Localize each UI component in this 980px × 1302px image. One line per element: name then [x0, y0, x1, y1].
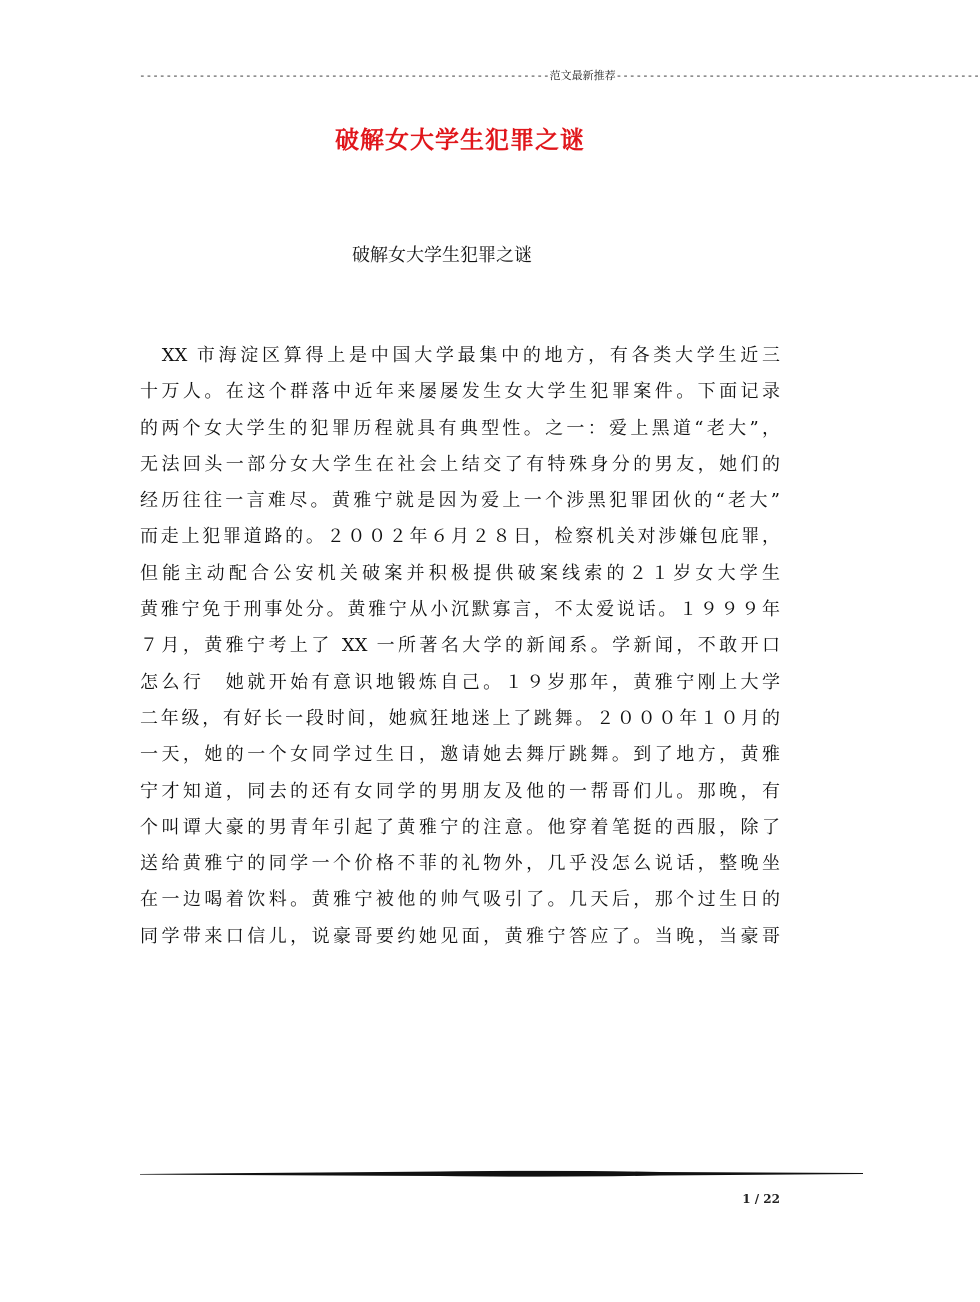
body-line: ７月，黄雅宁考上了 XX 一所著名大学的新闻系。学新闻，不敢开口 — [140, 635, 780, 657]
body-line: XX 市海淀区算得上是中国大学最集中的地方，有各类大学生近三 — [140, 345, 780, 366]
body-paragraph — [140, 338, 780, 955]
body-line: 但能主动配合公安机关破案并积极提供破案线索的２１岁女大学生 — [140, 562, 780, 584]
body-line: 黄雅宁免于刑事处分。黄雅宁从小沉默寡言，不太爱说话。１９９９年 — [140, 599, 780, 621]
body-line: 而走上犯罪道路的。２００２年６月２８日，检察机关对涉嫌包庇罪， — [140, 526, 780, 548]
document-subtitle: 破解女大学生犯罪之谜 — [352, 245, 532, 266]
footer-divider — [140, 1167, 863, 1179]
header-banner: --------------------------------------------------------------范文最新推荐------------------------------------------------------- — [139, 69, 980, 82]
body-line: 送给黄雅宁的同学一个价格不菲的礼物外，几乎没怎么说话，整晚坐 — [140, 853, 780, 875]
body-line: 同学带来口信儿，说豪哥要约她见面，黄雅宁答应了。当晚，当豪哥 — [140, 925, 780, 947]
body-line: 怎么行 她就开始有意识地锻炼自己。１９岁那年，黄雅宁刚上大学 — [140, 671, 780, 693]
body-line: 宁才知道，同去的还有女同学的男朋友及他的一帮哥们儿。那晚，有 — [140, 780, 780, 802]
body-line: 二年级，有好长一段时间，她疯狂地迷上了跳舞。２０００年１０月的 — [140, 707, 780, 729]
body-line: 个叫谭大豪的男青年引起了黄雅宁的注意。他穿着笔挺的西服，除了 — [140, 816, 780, 838]
body-line: 无法回头一部分女大学生在社会上结交了有特殊身分的男友，她们的 — [140, 453, 780, 475]
body-line: 的两个女大学生的犯罪历程就具有典型性。之一：爱上黑道“老大”， — [140, 417, 780, 439]
page-number: 1 / 22 — [742, 1192, 780, 1206]
body-line: 十万人。在这个群落中近年来屡屡发生女大学生犯罪案件。下面记录 — [140, 381, 780, 403]
body-line: 一天，她的一个女同学过生日，邀请她去舞厅跳舞。到了地方，黄雅 — [140, 744, 780, 766]
document-title: 破解女大学生犯罪之谜 — [335, 125, 585, 154]
body-line: 在一边喝着饮料。黄雅宁被他的帅气吸引了。几天后，那个过生日的 — [140, 889, 780, 911]
body-line: 经历往往一言难尽。黄雅宁就是因为爱上一个涉黑犯罪团伙的“老大” — [140, 490, 780, 512]
